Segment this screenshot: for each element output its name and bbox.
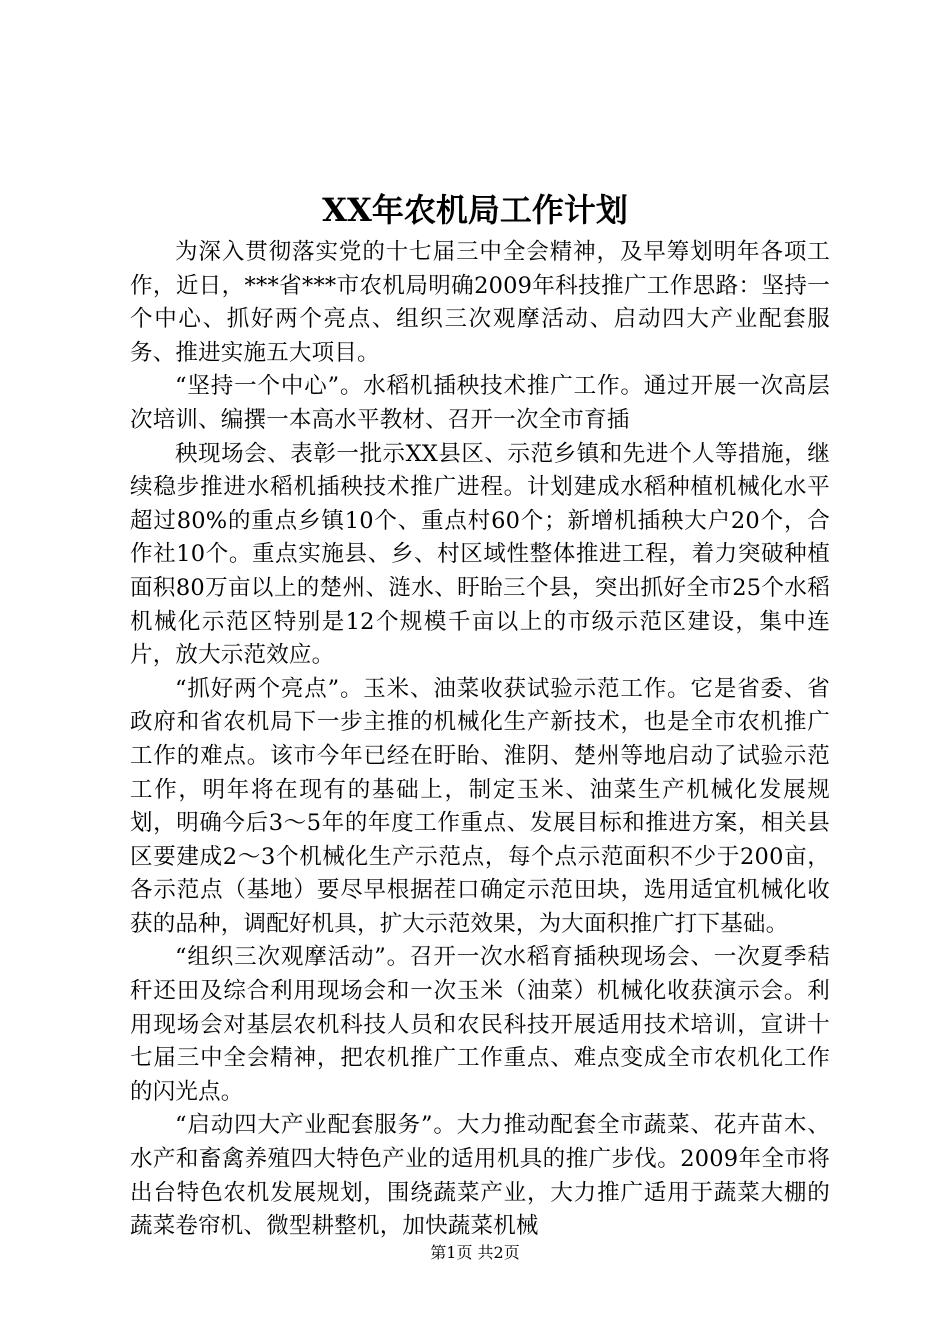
paragraph: 秧现场会、表彰一批示XX县区、示范乡镇和先进个人等措施，继续稳步推进水稻机插秧技术推广进程。计划建成水稻种植机械化水平超过80%的重点乡镇10个、重点村60个；新增机插秧大户20个，合作社10个。重点实施县、乡、村区域性整体推进工程，着力突破种植面积80万亩以上的楚州、涟水、盱眙三个县，突出抓好全市25个水稻机械化示范区特别是12个规模千亩以上的市级示范区建设，集中连片，放大示范效应。 [130,440,830,669]
document-body [130,236,830,1244]
paragraph: “坚持一个中心”。水稻机插秧技术推广工作。通过开展一次高层次培训、编撰一本高水平教材、召开一次全市育插 [130,373,830,433]
paragraph: 为深入贯彻落实党的十七届三中全会精神，及早筹划明年各项工作，近日，***省***市农机局明确2009年科技推广工作思路：坚持一个中心、抓好两个亮点、组织三次观摩活动、启动四大产业配套服务、推进实施五大项目。 [130,239,830,366]
page-footer [0,1241,950,1265]
page-total: 共2页 [477,1243,520,1262]
paragraph: “抓好两个亮点”。玉米、油菜收获试验示范工作。它是省委、省政府和省农机局下一步主推的机械化生产新技术，也是全市农机推广工作的难点。该市今年已经在盱眙、淮阴、楚州等地启动了试验示范工作，明年将在现有的基础上，制定玉米、油菜生产机械化发展规划，明确今后3～5年的年度工作重点、发展目标和推进方案，相关县区要建成2～3个机械化生产示范点，每个点示范面积不少于200亩，各示范点（基地）要尽早根据茬口确定示范田块，选用适宜机械化收获的品种，调配好机具，扩大示范效果，为大面积推广打下基础。 [130,675,830,937]
document-title: XX年农机局工作计划 [322,191,628,229]
paragraph: “启动四大产业配套服务”。大力推动配套全市蔬菜、花卉苗木、水产和畜禽养殖四大特色产业的适用机具的推广步伐。2009年全市将出台特色农机发展规划，围绕蔬菜产业，大力推广适用于蔬菜大棚的蔬菜卷帘机、微型耕整机，加快蔬菜机械 [130,1112,830,1240]
paragraph: “组织三次观摩活动”。召开一次水稻育插秧现场会、一次夏季秸秆还田及综合利用现场会和一次玉米（油菜）机械化收获演示会。利用现场会对基层农机科技人员和农民科技开展适用技术培训，宣讲十七届三中全会精神，把农机推广工作重点、难点变成全市农机化工作的闪光点。 [130,944,830,1105]
page-number: 第1页 [430,1243,473,1262]
